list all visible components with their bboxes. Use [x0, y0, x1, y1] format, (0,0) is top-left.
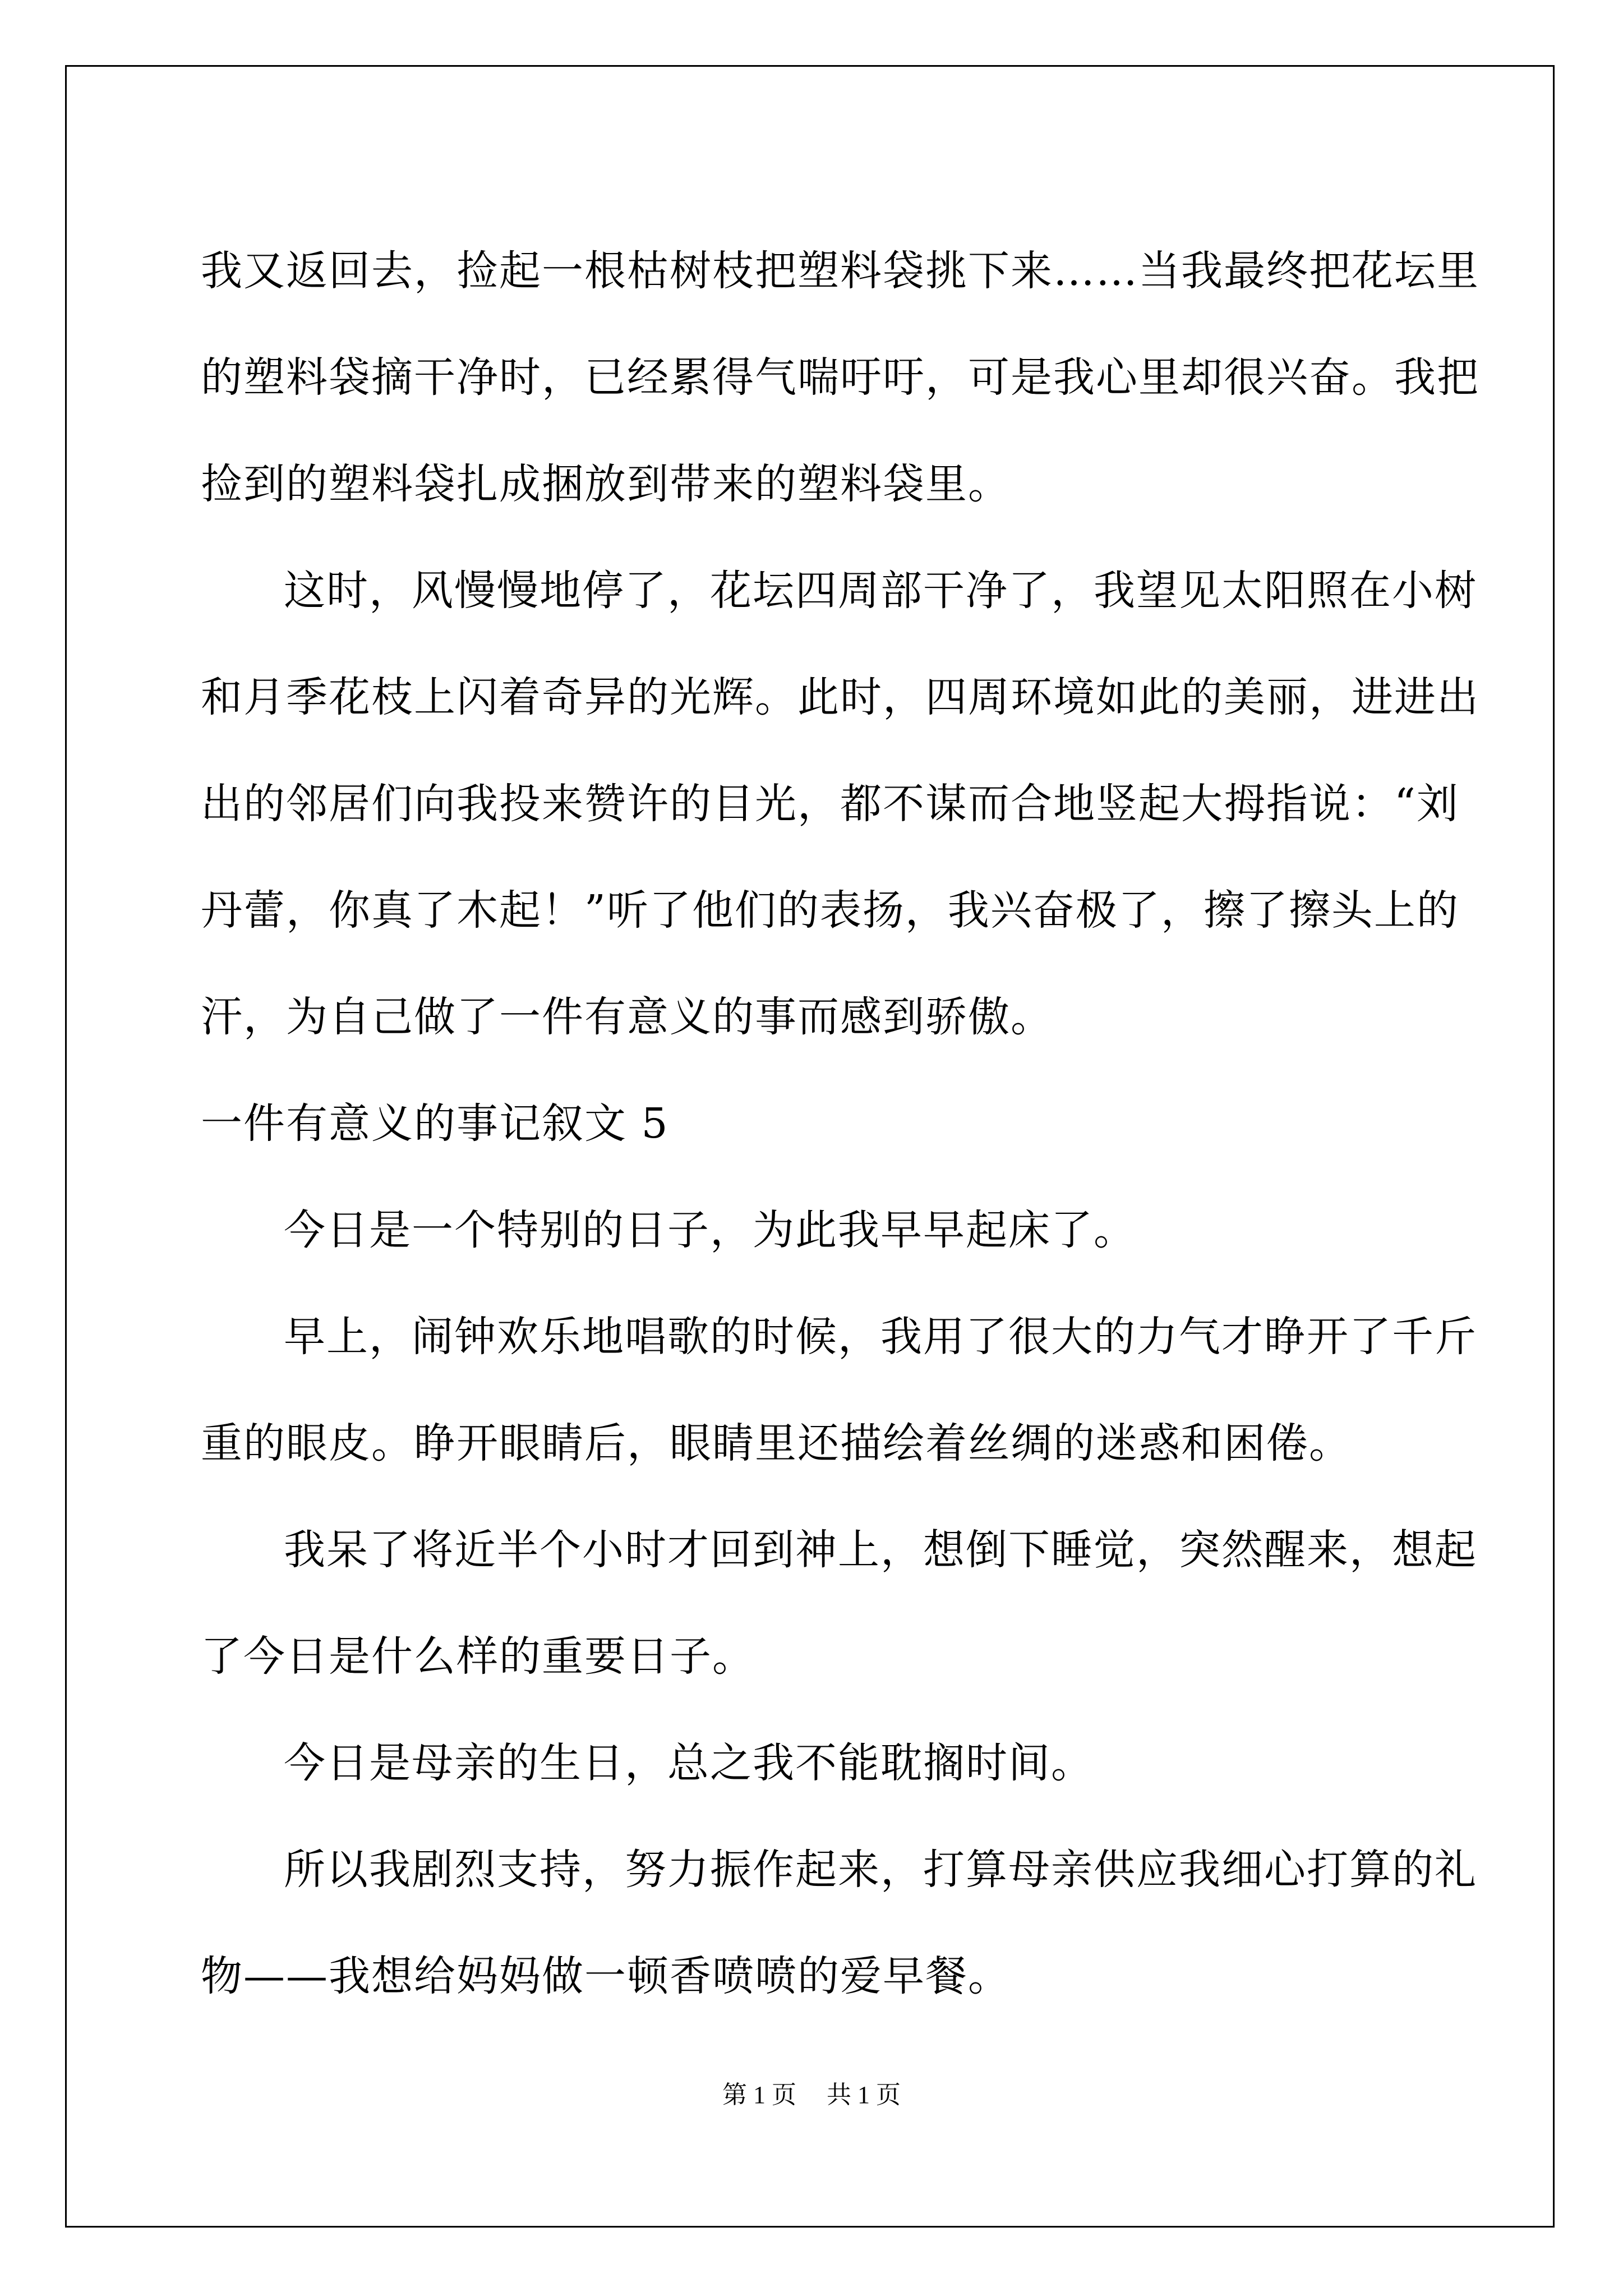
- text-line: 物——我想给妈妈做一顿香喷喷的爱早餐。: [201, 1952, 1011, 2000]
- paragraph: [201, 218, 1479, 537]
- paragraph: [201, 537, 1479, 1070]
- text-line: 和月季花枝上闪着奇异的光辉。此时，四周环境如此的美丽，进进出: [201, 673, 1479, 721]
- page-footer: [0, 2078, 1623, 2112]
- paragraph: [201, 1283, 1477, 1497]
- text-line: 丹蕾，你真了木起！”听了他们的表扬，我兴奋极了，擦了擦头上的: [201, 886, 1459, 935]
- text-line: 今日是一个特别的日子，为此我早早起床了。: [284, 1206, 1136, 1254]
- text-line: 汗，为自己做了一件有意义的事而感到骄傲。: [201, 993, 1053, 1041]
- section-heading: [201, 1070, 1423, 1177]
- text-line: 出的邻居们向我投来赞许的目光，都不谋而合地竖起大拇指说：“刘: [201, 780, 1459, 828]
- text-line: 的塑料袋摘干净时，已经累得气喘吁吁，可是我心里却很兴奋。我把: [201, 353, 1479, 402]
- text-line: 这时，风慢慢地停了，花坛四周部干净了，我望见太阳照在小树: [284, 567, 1477, 615]
- document-body: [201, 218, 1479, 2030]
- text-line: 捡到的塑料袋扎成捆放到带来的塑料袋里。: [201, 460, 1011, 508]
- text-line: 我呆了将近半个小时才回到神上，想倒下睡觉，突然醒来，想起: [284, 1526, 1477, 1574]
- text-line: 我又返回去，捡起一根枯树枝把塑料袋挑下来……当我最终把花坛里: [201, 247, 1479, 295]
- paragraph: [201, 1497, 1477, 1710]
- text-line: 了今日是什么样的重要日子。: [201, 1632, 755, 1681]
- paragraph: [201, 1710, 1423, 1816]
- text-line: 今日是母亲的生日，总之我不能耽搁时间。: [284, 1739, 1094, 1787]
- heading-text: 一件有意义的事记叙文 5: [201, 1099, 669, 1148]
- page-total: 共 1 页: [827, 2081, 901, 2109]
- text-line: 早上，闹钟欢乐地唱歌的时候，我用了很大的力气才睁开了千斤: [284, 1313, 1477, 1361]
- paragraph: [201, 1816, 1477, 2030]
- page-number: 第 1 页: [722, 2081, 796, 2109]
- text-line: 重的眼皮。睁开眼睛后，眼睛里还描绘着丝绸的迷惑和困倦。: [201, 1419, 1352, 1467]
- text-line: 所以我剧烈支持，努力振作起来，打算母亲供应我细心打算的礼: [284, 1846, 1477, 1894]
- paragraph: [201, 1177, 1423, 1283]
